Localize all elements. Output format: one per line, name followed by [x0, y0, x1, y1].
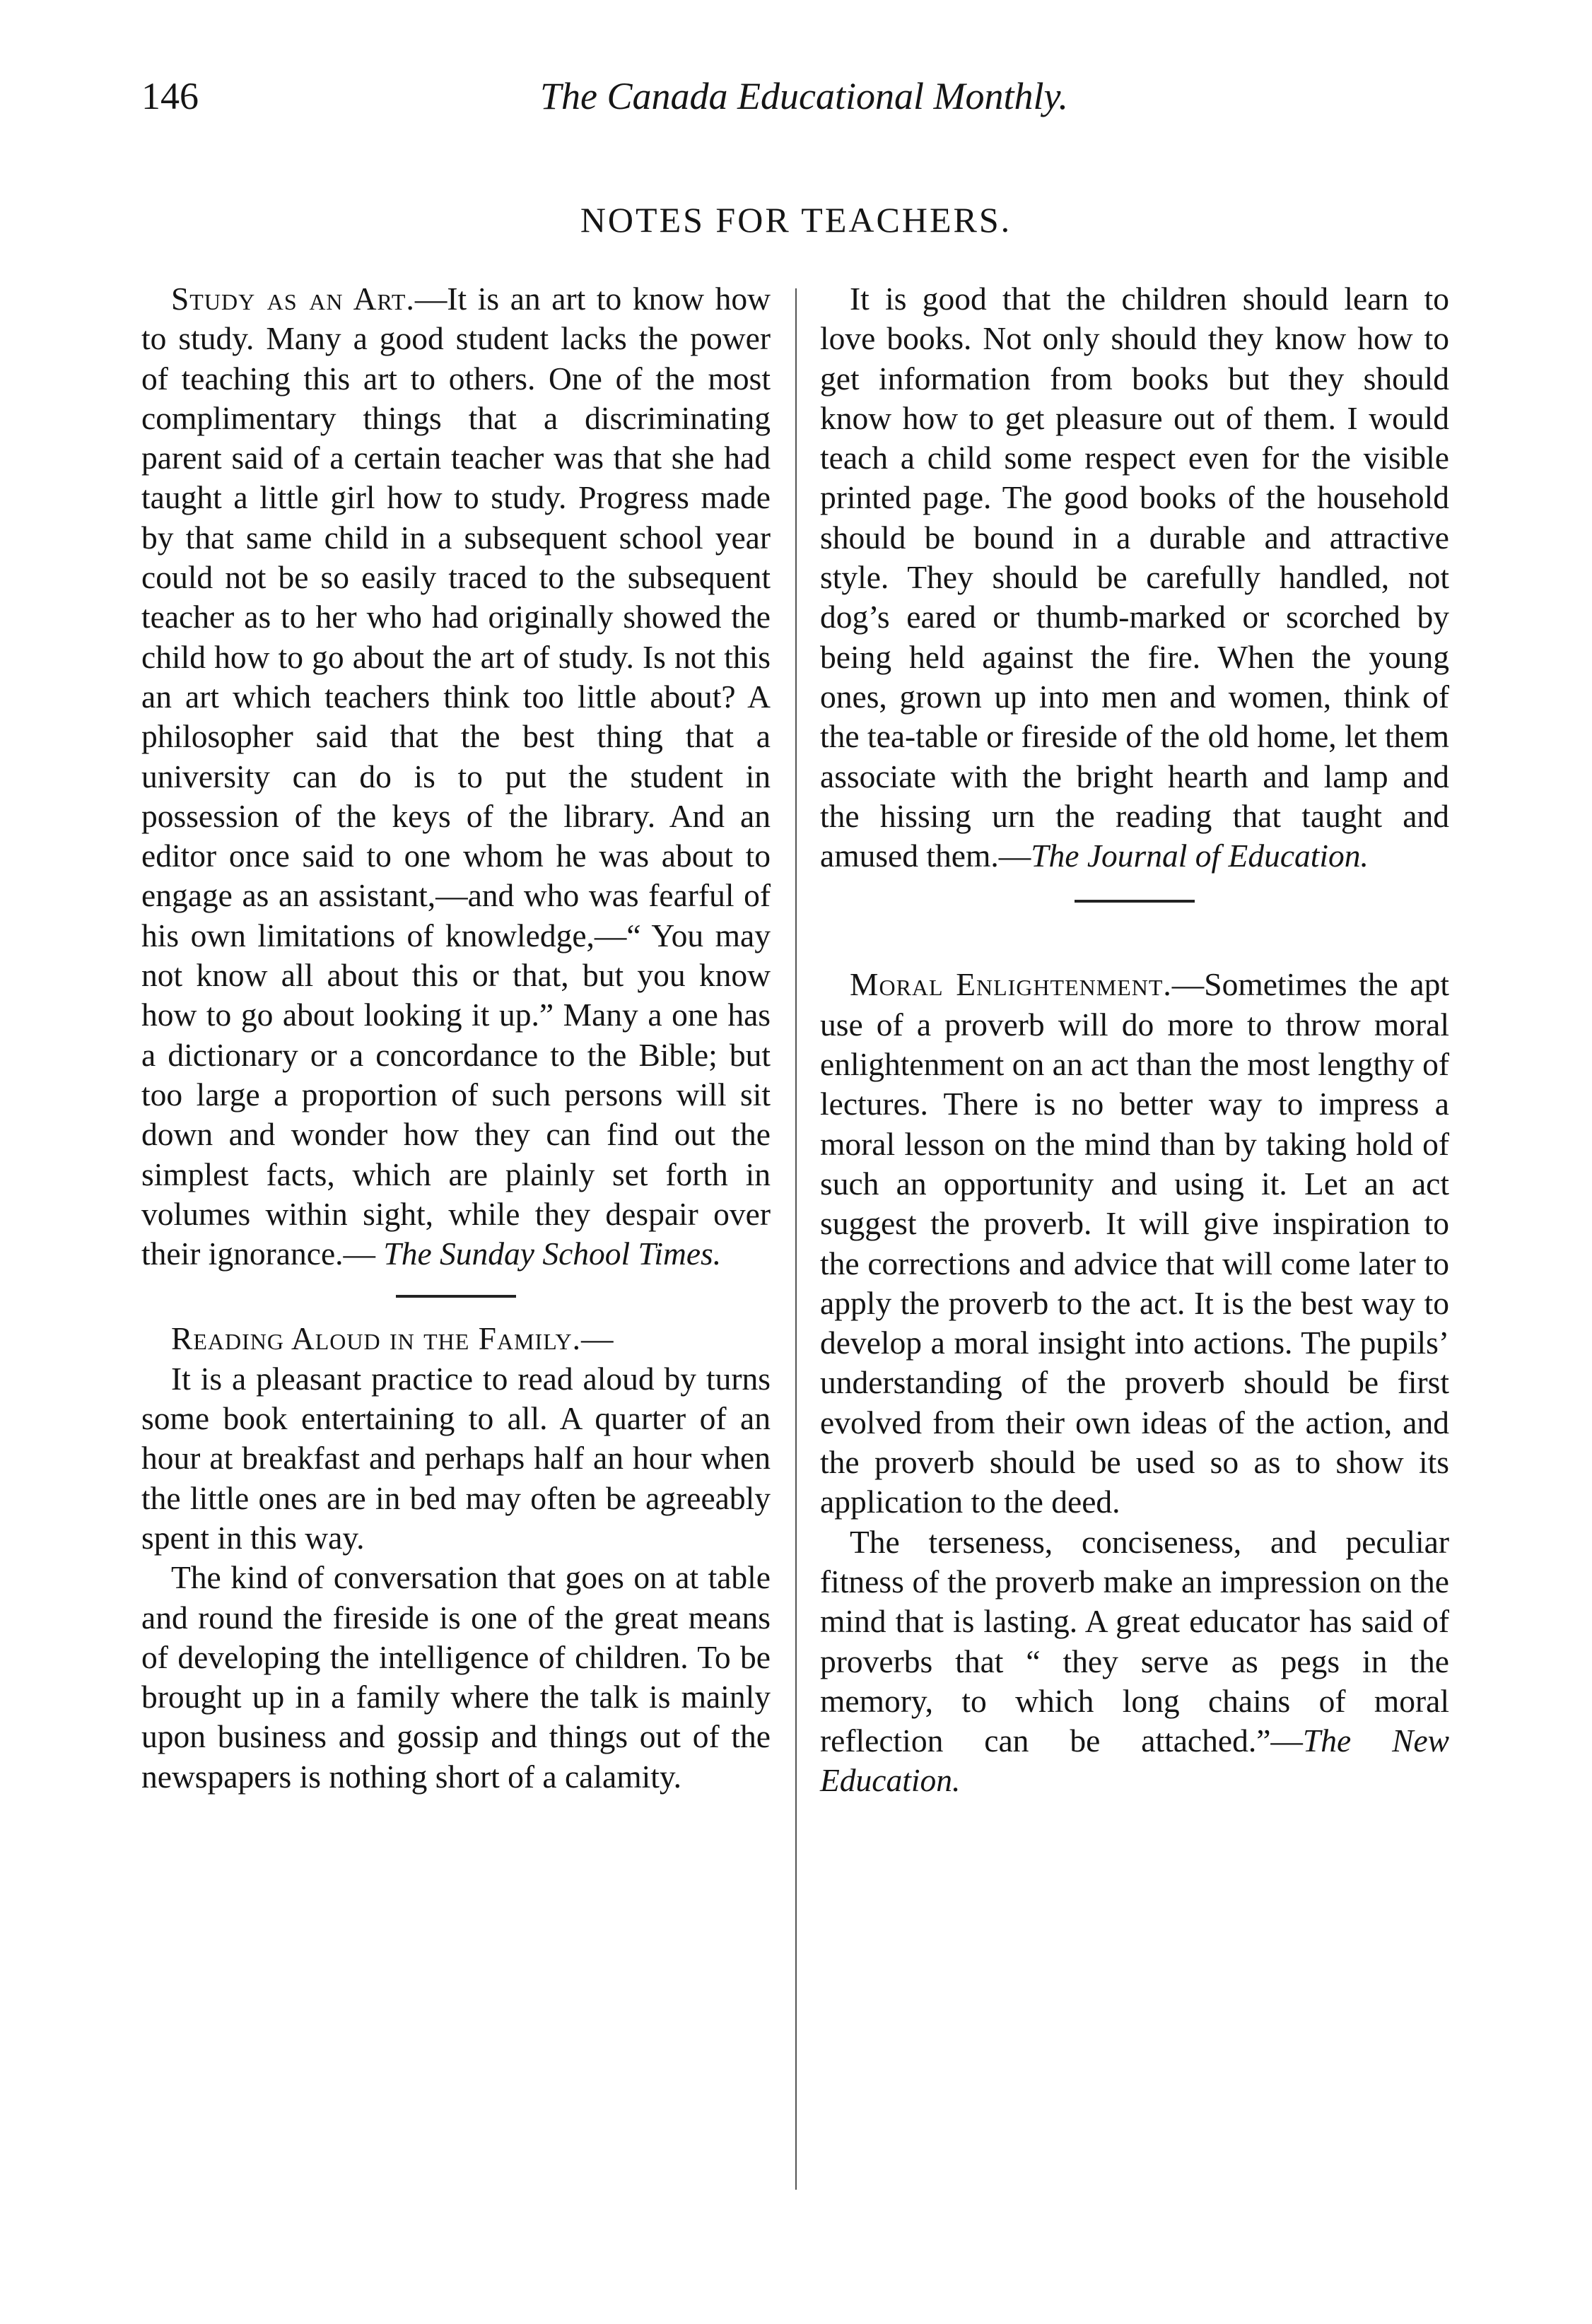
- article-body: —It is an art to know how to study. Many a good student lacks the power of teaching this art to others. One of the most complimentary things that a discriminating parent said of a certain teacher was that she had taught a little girl how to study. Progress made by that same child in a subsequent school year could not be so easily traced to the subsequent teacher as to her who had originally showed the child how to go about the art of study. Is not this an art which teachers think too little about? A philosopher said that the best thing that a university can do is to put the student in possession of the keys of the library. And an editor once said to one whom he was about to engage as an assistant,—and who was fearful of his own limitations of knowledge,—“ You may not know all about this or that, but you know how to go about looking it up.” Many a one has a dictionary or a concordance to the Bible; but too large a proportion of such persons will sit down and wonder how they can find out the simplest facts, which are plainly set forth in volumes within sight, while they despair over their ignorance.—: [141, 281, 771, 1272]
- column-divider: [795, 288, 797, 2190]
- right-column: [820, 279, 1449, 1801]
- article-source: The Sunday School Times.: [383, 1236, 722, 1272]
- article-body: It is good that the children should learn to love books. Not only should they know how to get information from books but they should know how to get pleasure out of them. I would teach a child some respect even for the visible printed page. The good books of the household should be bound in a durable and attractive style. They should be carefully handled, not dog’s eared or thumb-marked or scorched by being held against the fire. When the young ones, grown up into men and women, think of the tea-table or fireside of the old home, let them associate with the bright hearth and lamp and the hissing urn the reading that taught and amused them.—: [820, 281, 1449, 874]
- article-heading: Moral Enlightenment.: [850, 966, 1172, 1003]
- journal-title: The Canada Educational Monthly.: [540, 75, 1068, 117]
- article-body: The terseness, conciseness, and peculiar fitness of the proverb make an impression on the mind that is lasting. A great educator has said of proverbs that “ they serve as pegs in the memory, to which long chains of moral reflection can be attached.”—: [820, 1523, 1449, 1759]
- article-study-as-an-art: [141, 279, 771, 1274]
- article-paragraph: It is a pleasant practice to read aloud by turns some book entertaining to all. A quarter of an hour at breakfast and perhaps half an hour when the little ones are in bed may often be agreeably spent in this way.: [141, 1360, 771, 1556]
- page-number: 146: [141, 75, 199, 117]
- article-heading: Reading Aloud in the Family.: [171, 1320, 582, 1357]
- article-separator: [1075, 900, 1195, 903]
- article-heading: Study as an Art.: [171, 281, 415, 317]
- section-title: NOTES FOR TEACHERS.: [580, 200, 1012, 240]
- article-source: The Journal of Education.: [1031, 838, 1369, 874]
- article-paragraph: [820, 1522, 1449, 1801]
- article-separator: [396, 1295, 516, 1298]
- article-paragraph: [820, 279, 1449, 876]
- article-body: —Sometimes the apt use of a proverb will do more to throw moral enlightenment on an act than the most lengthy of lectures. There is no better way to impress a moral lesson on the mind than by taking hold of such an opportunity and using it. Let an act suggest the proverb. It will give inspiration to the corrections and advice that will come later to apply the proverb to the act. It is the best way to develop a moral insight into actions. The pupils’ understanding of the proverb should be first evolved from their own ideas of the action, and the proverb should be used so as to show its application to the deed.: [820, 966, 1450, 1520]
- article-reading-aloud-heading: Reading Aloud in the Family.—: [171, 1320, 614, 1357]
- article-paragraph: The kind of conversation that goes on at table and round the fireside is one of the great means of developing the intelligence of children. To be brought up in a family where the talk is mainly upon business and gossip and things out of the newspapers is nothing short of a calamity.: [141, 1559, 771, 1795]
- article-source: The New Education.: [820, 1723, 1449, 1799]
- running-head: [141, 74, 1467, 131]
- article-moral-enlightenment: [820, 965, 1449, 1522]
- left-column: [141, 279, 771, 1797]
